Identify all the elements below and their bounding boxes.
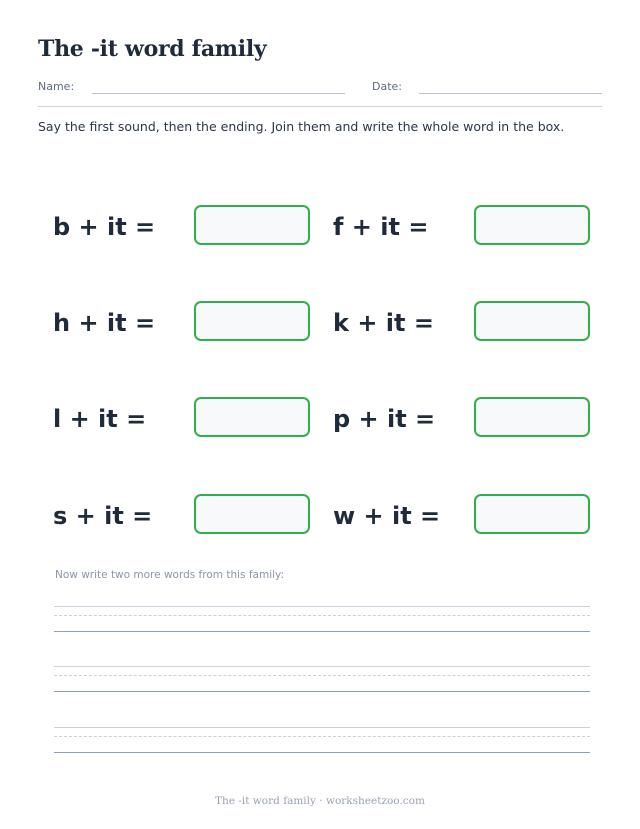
answer-box[interactable]	[474, 494, 590, 534]
name-date-row	[38, 80, 602, 96]
date-label: Date:	[372, 80, 402, 93]
answer-box[interactable]	[194, 494, 310, 534]
problem-label: f + it =	[333, 213, 429, 241]
writing-base-line[interactable]	[54, 691, 590, 692]
writing-mid-line	[54, 675, 590, 676]
answer-box[interactable]	[194, 397, 310, 437]
extra-words-prompt: Now write two more words from this family:	[55, 569, 285, 581]
answer-box[interactable]	[474, 205, 590, 245]
problem-label: w + it =	[333, 502, 441, 530]
header-divider	[38, 106, 602, 107]
answer-box[interactable]	[194, 205, 310, 245]
problem-label: b + it =	[53, 213, 156, 241]
answer-box[interactable]	[194, 301, 310, 341]
writing-mid-line	[54, 736, 590, 737]
footer: The -it word family · worksheetzoo.com	[215, 795, 425, 807]
instructions: Say the first sound, then the ending. Join them and write the whole word in the box.	[38, 119, 565, 134]
problem-label: k + it =	[333, 309, 434, 337]
writing-base-line[interactable]	[54, 631, 590, 632]
writing-top-line	[54, 606, 590, 607]
problem-label: h + it =	[53, 309, 156, 337]
writing-mid-line	[54, 615, 590, 616]
page-title: The -it word family	[38, 36, 267, 62]
answer-box[interactable]	[474, 301, 590, 341]
date-field[interactable]	[419, 93, 602, 94]
name-label: Name:	[38, 80, 75, 93]
problem-label: p + it =	[333, 405, 436, 433]
problem-label: s + it =	[53, 502, 153, 530]
problem-label: l + it =	[53, 405, 147, 433]
writing-top-line	[54, 727, 590, 728]
answer-box[interactable]	[474, 397, 590, 437]
writing-top-line	[54, 666, 590, 667]
writing-base-line[interactable]	[54, 752, 590, 753]
name-field[interactable]	[92, 93, 345, 94]
